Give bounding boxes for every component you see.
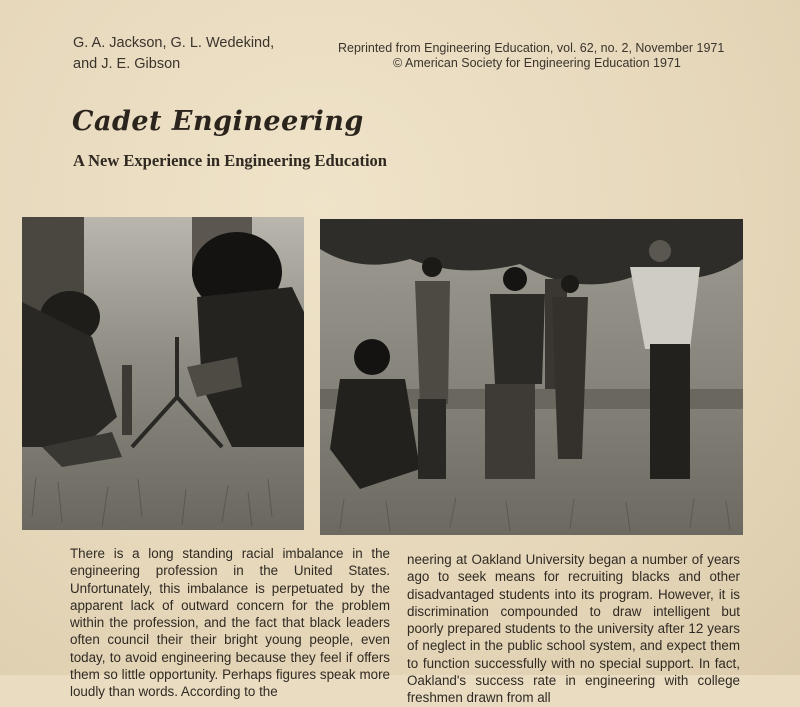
reprint-notice: [338, 41, 724, 70]
photo-students-rocket-launcher-icon: [22, 217, 304, 530]
body-paragraph-left: There is a long standing racial imbalance in the engineering profession in the United States. Unfortunately, this imbalance is perpetuated by the apparent lack of outward concern for the problem within the profession, and the fact that black leaders often council their their bright young people, even today, to avoid engineering because they feel if offers them so little opportunity. Perhaps figures speak more loudly than words. According to the: [70, 546, 390, 700]
authors: [73, 33, 274, 75]
authors-line-1: G. A. Jackson, G. L. Wedekind,: [73, 35, 275, 51]
photo-students-watching-launch-icon: [320, 219, 743, 535]
authors-line-2: and J. E. Gibson: [73, 56, 181, 72]
article-subtitle: A New Experience in Engineering Education: [73, 151, 387, 170]
article-title: Cadet Engineering: [72, 106, 364, 137]
body-column-right: [407, 551, 740, 707]
body-paragraph-right: neering at Oakland University began a number of years ago to seek means for recruiting blacks and other disadvantaged students into its program. However, it is discrimination compounded to draw intelligent but poorly prepared students to the university after 12 years of neglect in the public school system, and expect them to function successfully with no special support. In fact, Oakland's success rate in engineering with college freshmen drawn from all: [407, 552, 740, 706]
body-column-left: [70, 545, 390, 701]
reprint-line-1: Reprinted from Engineering Education, vol. 62, no. 2, November 1971: [338, 41, 725, 55]
copyright-line: © American Society for Engineering Education 1971: [393, 55, 681, 70]
